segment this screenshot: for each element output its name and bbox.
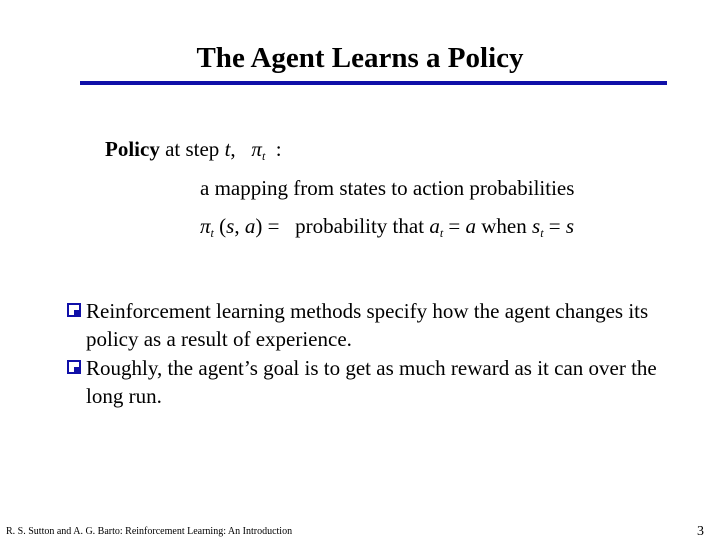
bullet-text: Roughly, the agent’s goal is to get as much reward as it can over the long run.: [86, 356, 657, 408]
comma-symbol: ,: [230, 137, 236, 161]
formula-equals: =: [267, 214, 280, 238]
formula-s: s: [226, 214, 235, 238]
formula-comma: ,: [234, 214, 240, 238]
formula-equals-3: =: [548, 214, 561, 238]
mapping-text: a mapping from states to action probabilities: [200, 176, 575, 200]
formula-s-2: s: [565, 214, 575, 238]
policy-formula: [200, 213, 574, 239]
probability-that-text: probability that: [295, 214, 425, 238]
bullet-item: [67, 354, 687, 410]
paren-close: ): [255, 214, 263, 238]
page-number: 3: [697, 524, 704, 539]
bullet-item: [67, 297, 687, 353]
formula-s-t-sub: t: [540, 226, 544, 240]
checkbox-bullet-icon: [67, 303, 81, 317]
pi-symbol: π: [251, 137, 262, 161]
when-text: when: [481, 214, 527, 238]
bullet-list: [67, 297, 687, 411]
formula-pi-sub: t: [210, 226, 214, 240]
title-underline: [80, 81, 667, 85]
formula-s-t: s: [532, 214, 541, 238]
pi-subscript: t: [261, 149, 266, 163]
footer-citation: R. S. Sutton and A. G. Barto: Reinforcement Learning: An Introduction: [6, 526, 293, 537]
colon-symbol: :: [275, 137, 282, 161]
checkbox-bullet-icon: [67, 360, 81, 374]
formula-a: a: [244, 214, 256, 238]
policy-definition-line: [105, 136, 282, 162]
slide-title: The Agent Learns a Policy: [196, 42, 524, 74]
at-step-text: at step: [165, 137, 220, 161]
formula-equals-2: =: [448, 214, 461, 238]
t-symbol: t: [224, 137, 231, 161]
formula-a-t: a: [429, 214, 440, 238]
formula-a-t-sub: t: [439, 226, 444, 240]
formula-pi: π: [200, 214, 211, 238]
bullet-text: Reinforcement learning methods specify how the agent changes its policy as a result of experience.: [86, 299, 649, 351]
policy-term: Policy: [105, 137, 160, 161]
formula-a-2: a: [465, 214, 476, 238]
paren-open: (: [219, 214, 227, 238]
